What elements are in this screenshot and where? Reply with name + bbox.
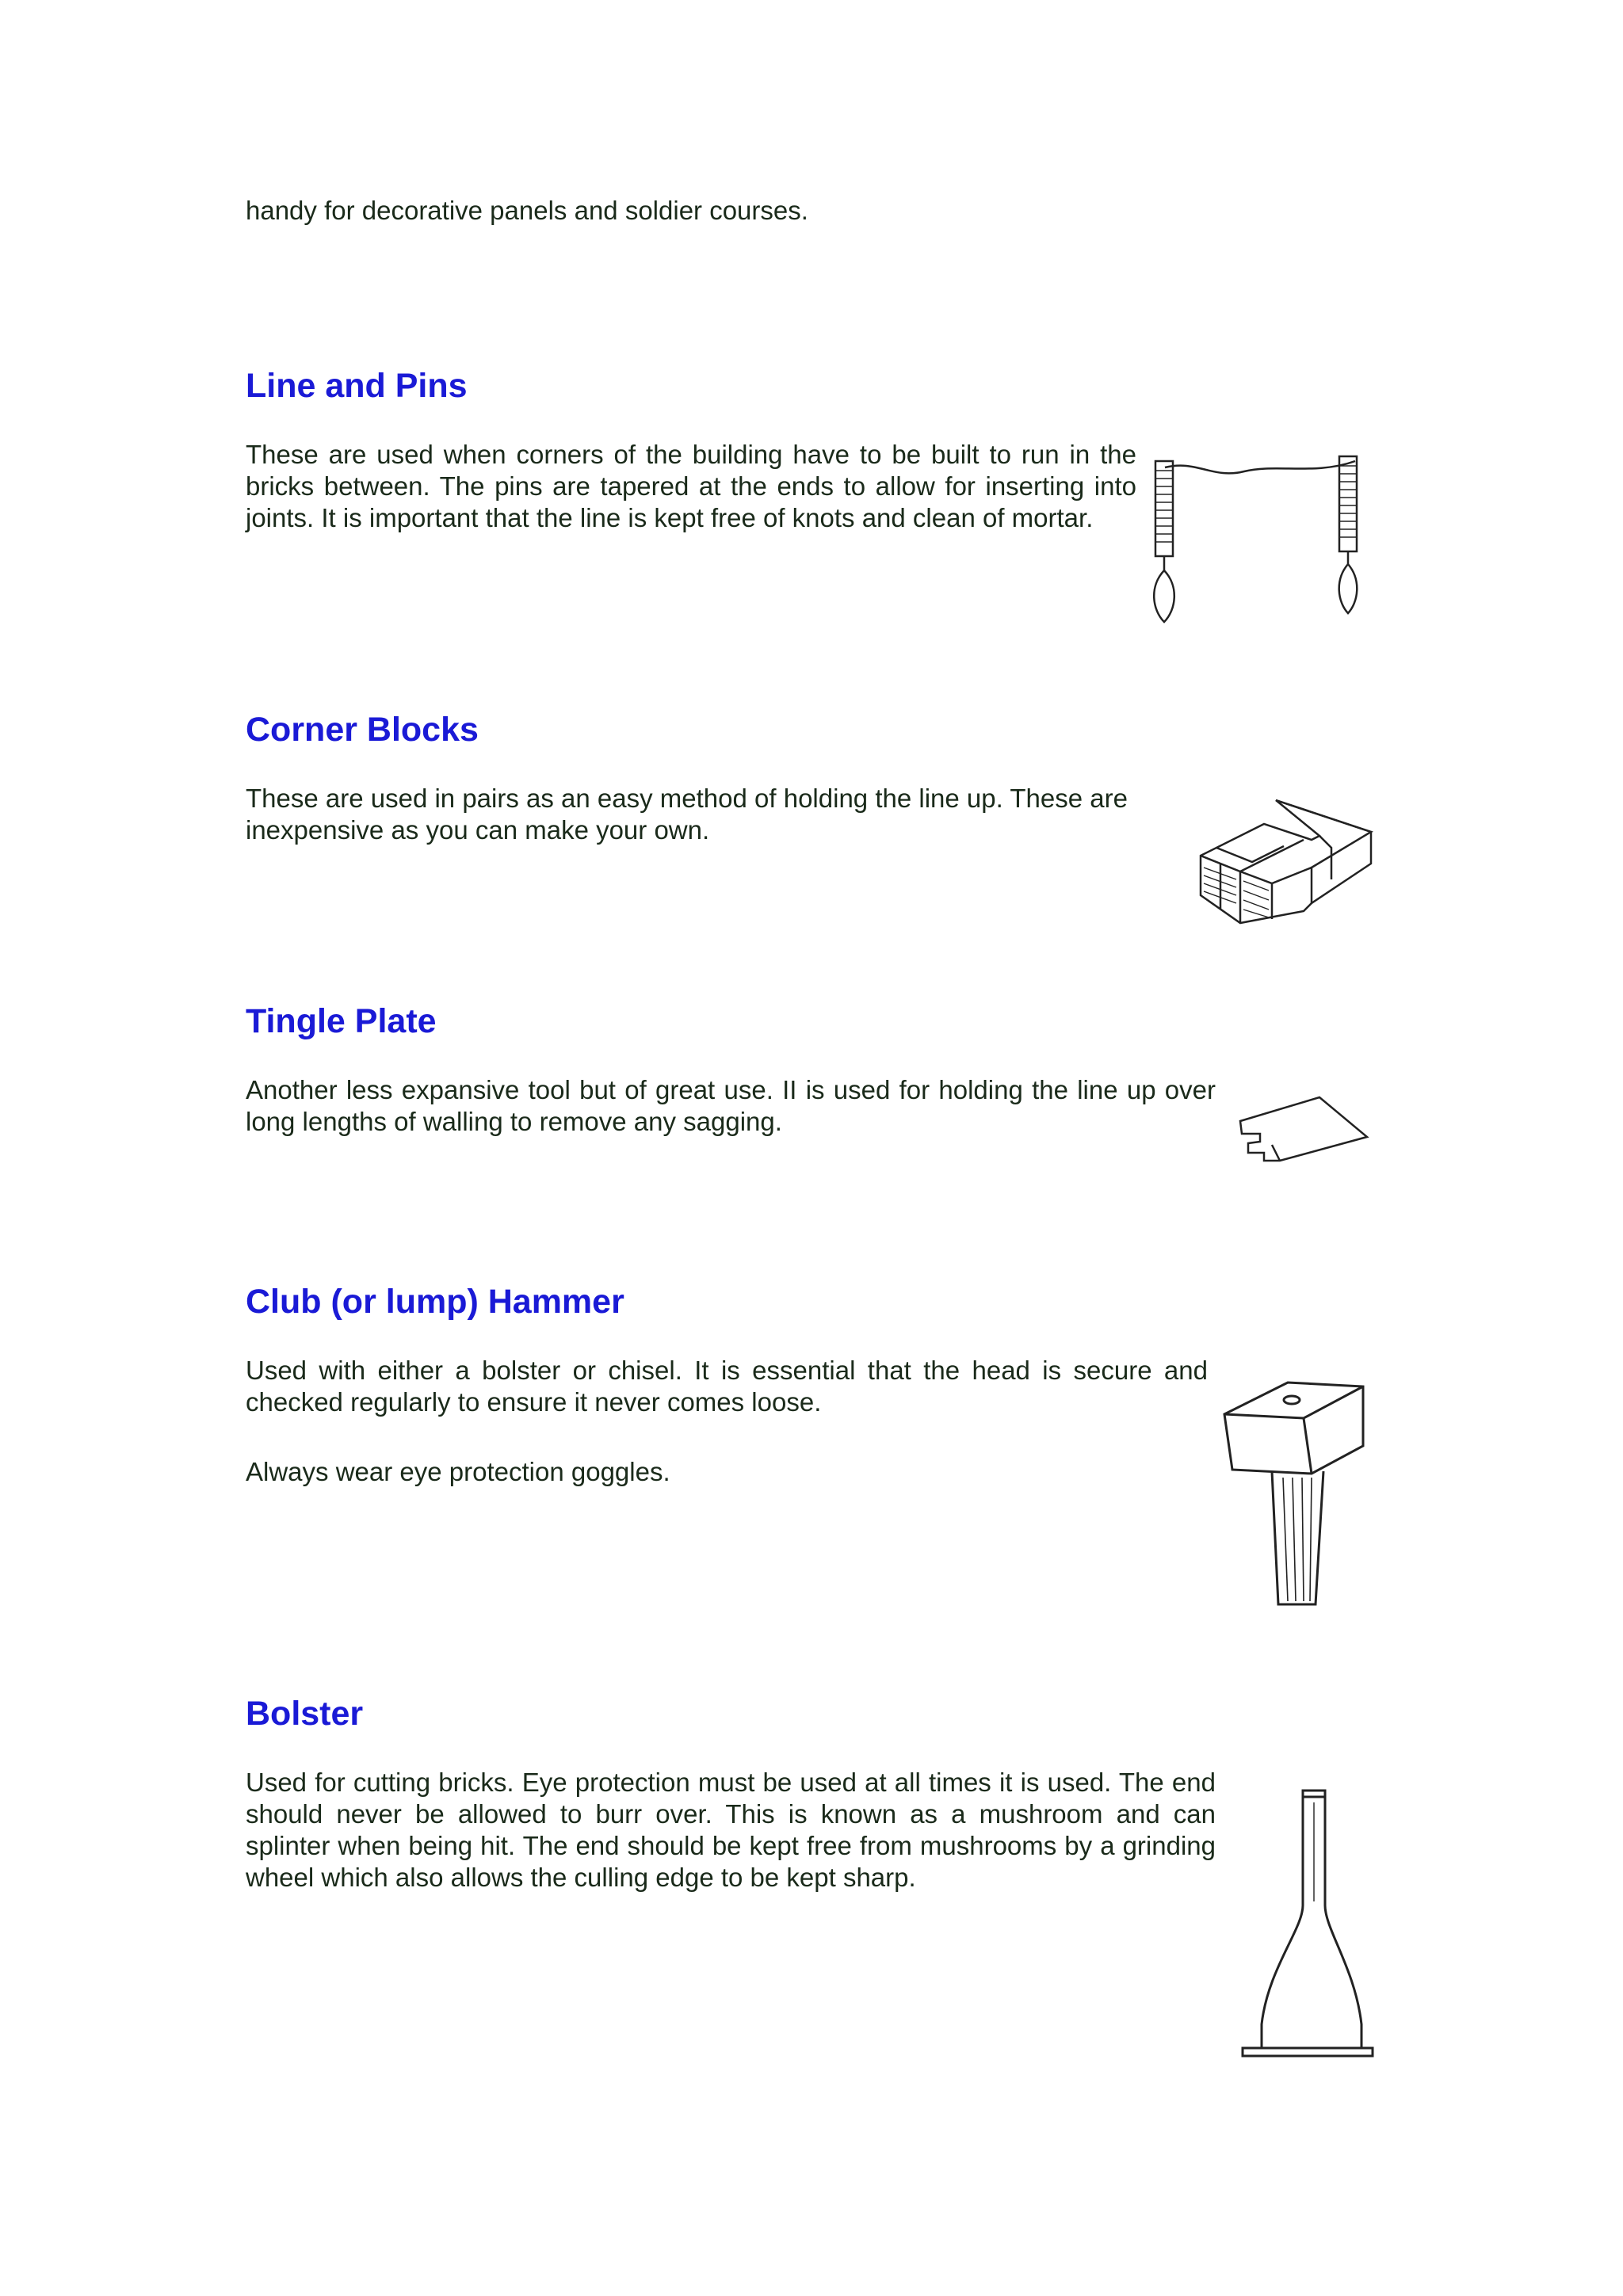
section-paragraph: Used for cutting bricks. Eye protection must be used at all times it is used. The end should never be allowed to burr over. This is known as a mushroom and can splinter when being hit. The end should be kept free from mushrooms by a grinding wheel which also allows the culling edge to be kept sharp. (246, 1768, 1216, 1892)
section-title: Corner Blocks (246, 711, 479, 749)
section-title: Club (or lump) Hammer (246, 1283, 624, 1321)
section-paragraph: Another less expansive tool but of great use. II is used for holding the line up over long lengths of walling to remove any sagging. (246, 1075, 1216, 1136)
section-paragraph: These are used in pairs as an easy method of holding the line up. These are inexpensive as you can make your own. (246, 784, 1128, 845)
section-title: Bolster (246, 1695, 364, 1733)
section-club-hammer (246, 1282, 1208, 1488)
line-and-pins-icon (1141, 444, 1379, 634)
tingle-plate-icon (1224, 1089, 1375, 1177)
intro-text: handy for decorative panels and soldier courses. (246, 196, 808, 225)
section-paragraph: Always wear eye protection goggles. (246, 1457, 670, 1486)
club-hammer-icon (1216, 1367, 1375, 1616)
section-corner-blocks (246, 710, 1184, 846)
section-paragraph: Used with either a bolster or chisel. It is essential that the head is secure and checked regularly to ensure it never comes loose. (246, 1356, 1208, 1417)
section-title: Line and Pins (246, 367, 468, 405)
section-line-and-pins (246, 366, 1136, 534)
section-tingle-plate (246, 1001, 1216, 1138)
bolster-icon (1236, 1787, 1379, 2060)
section-paragraph: These are used when corners of the building have to be built to run in the bricks between. The pins are tapered at the ends to allow for inserting into joints. It is important that the line is kept free of knots and clean of mortar. (246, 440, 1136, 532)
section-title: Tingle Plate (246, 1002, 437, 1040)
corner-blocks-icon (1193, 792, 1383, 927)
section-bolster (246, 1694, 1216, 1894)
